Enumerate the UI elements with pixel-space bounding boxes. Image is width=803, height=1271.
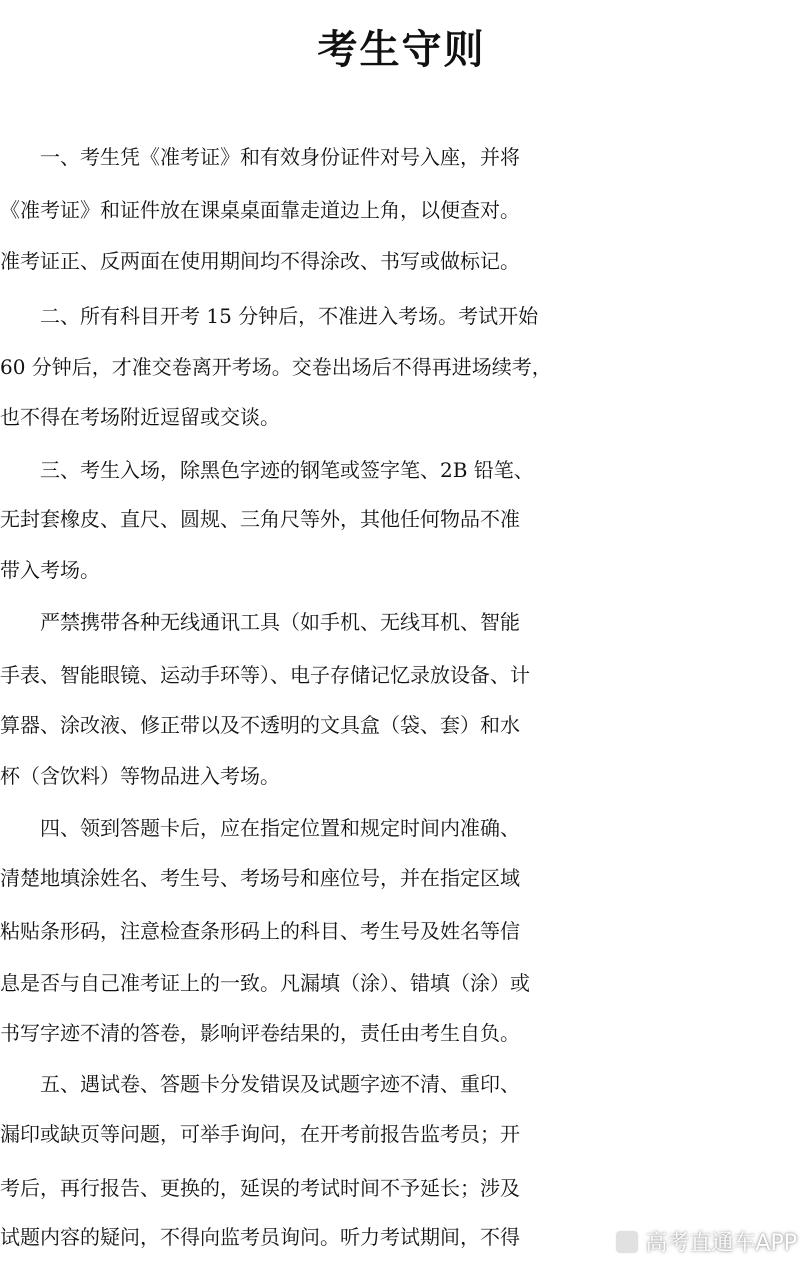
page-title: 考生守则 — [317, 26, 486, 73]
text-line: 杯（含饮料）等物品进入考场。 — [0, 764, 280, 788]
text-line: 清楚地填涂姓名、考生号、考场号和座位号，并在指定区域 — [0, 866, 520, 890]
watermark-text: 高考直通车APP — [645, 1231, 797, 1256]
app-logo-icon — [615, 1230, 639, 1254]
text-line: 带入考场。 — [0, 558, 100, 582]
text-line: 手表、智能眼镜、运动手环等）、电子存储记忆录放设备、计 — [0, 663, 530, 687]
text-line: 一、考生凭《准考证》和有效身份证件对号入座，并将 — [0, 145, 520, 169]
text-line: 考后，再行报告、更换的，延误的考试时间不予延长；涉及 — [0, 1176, 520, 1200]
text-line: 书写字迹不清的答卷，影响评卷结果的，责任由考生自负。 — [0, 1021, 520, 1045]
text-line: 也不得在考场附近逗留或交谈。 — [0, 405, 280, 429]
text-line: 四、领到答题卡后，应在指定位置和规定时间内准确、 — [0, 816, 520, 840]
text-line: 《准考证》和证件放在课桌桌面靠走道边上角，以便查对。 — [0, 198, 520, 222]
text-line: 漏印或缺页等问题，可举手询问，在开考前报告监考员；开 — [0, 1122, 520, 1146]
watermark — [615, 1226, 797, 1257]
text-line: 60 分钟后，才准交卷离开考场。交卷出场后不得再进场续考， — [0, 355, 552, 379]
text-line: 粘贴条形码，注意检查条形码上的科目、考生号及姓名等信 — [0, 919, 520, 943]
text-line: 三、考生入场，除黑色字迹的钢笔或签字笔、2B 铅笔、 — [0, 458, 534, 482]
text-line: 二、所有科目开考 15 分钟后，不准进入考场。考试开始 — [0, 304, 539, 328]
text-line: 无封套橡皮、直尺、圆规、三角尺等外，其他任何物品不准 — [0, 507, 520, 531]
text-line: 试题内容的疑问，不得向监考员询问。听力考试期间，不得 — [0, 1225, 520, 1249]
text-line: 算器、涂改液、修正带以及不透明的文具盒（袋、套）和水 — [0, 713, 520, 737]
text-line: 息是否与自己准考证上的一致。凡漏填（涂）、错填（涂）或 — [0, 971, 530, 995]
text-line: 准考证正、反两面在使用期间均不得涂改、书写或做标记。 — [0, 249, 520, 273]
text-line: 五、遇试卷、答题卡分发错误及试题字迹不清、重印、 — [0, 1072, 520, 1096]
text-line: 严禁携带各种无线通讯工具（如手机、无线耳机、智能 — [0, 610, 520, 634]
